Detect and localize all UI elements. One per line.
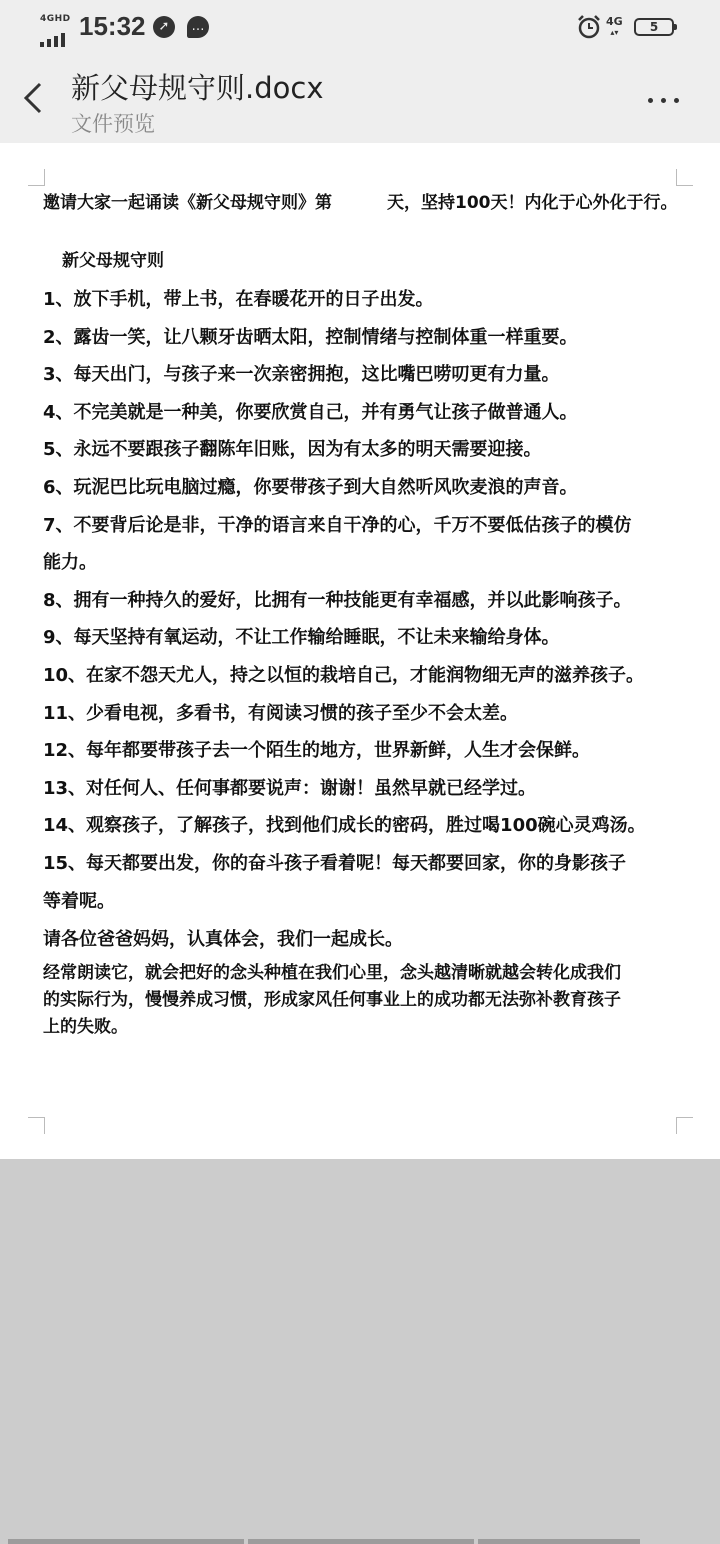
margin-mark — [676, 1117, 693, 1134]
nav-bar-segment — [248, 1539, 474, 1544]
rule-line: 14、观察孩子，了解孩子，找到他们成长的密码，胜过喝100碗心灵鸡汤。 — [43, 815, 646, 836]
rule-line: 3、每天出门，与孩子来一次亲密拥抱，这比嘴巴唠叨更有力量。 — [43, 364, 560, 385]
rule-line: 13、对任何人、任何事都要说声：谢谢！虽然早就已经学过。 — [43, 778, 537, 799]
rule-line: 1、放下手机，带上书，在春暖花开的日子出发。 — [43, 289, 434, 310]
nav-bar-segment — [478, 1539, 640, 1544]
intro-part-2: 天，坚持100天！内化于心外化于行。 — [387, 193, 678, 213]
margin-mark — [28, 169, 45, 186]
rule-line: 6、玩泥巴比玩电脑过瘾，你要带孩子到大自然听风吹麦浪的声音。 — [43, 477, 578, 498]
rule-line: 7、不要背后论是非，干净的语言来自干净的心，千万不要低估孩子的模仿 — [43, 515, 632, 536]
status-bar — [0, 0, 720, 56]
top-area — [0, 0, 720, 143]
rule-line: 8、拥有一种持久的爱好，比拥有一种技能更有幸福感，并以此影响孩子。 — [43, 590, 632, 611]
status-time: 15:32 — [79, 11, 146, 41]
rule-line: 9、每天坚持有氧运动，不让工作输给睡眠，不让未来输给身体。 — [43, 627, 560, 648]
signal-icon — [40, 14, 72, 40]
nav-bar-segment — [8, 1539, 244, 1544]
rule-line: 10、在家不怨天尤人，持之以恒的栽培自己，才能润物细无声的滋养孩子。 — [43, 665, 645, 686]
rule-line: 12、每年都要带孩子去一个陌生的地方，世界新鲜，人生才会保鲜。 — [43, 740, 591, 761]
rule-line: 4、不完美就是一种美，你要欣赏自己，并有勇气让孩子做普通人。 — [43, 402, 578, 423]
margin-mark — [28, 1117, 45, 1134]
document-page — [0, 143, 720, 1159]
rule-line: 等着呢。 — [43, 891, 115, 912]
intro-part-1: 邀请大家一起诵读《新父母规守则》第 — [43, 193, 332, 213]
closing-line: 的实际行为，慢慢养成习惯，形成家风任何事业上的成功都无法弥补教育孩子 — [43, 990, 621, 1010]
page-title: 新父母规守则.docx — [71, 71, 324, 105]
rule-line: 11、少看电视，多看书，有阅读习惯的孩子至少不会太差。 — [43, 703, 519, 724]
network-type: 4GHD — [40, 14, 71, 24]
rule-line: 能力。 — [43, 552, 97, 573]
margin-mark — [676, 169, 693, 186]
page-subtitle: 文件预览 — [71, 112, 155, 136]
compass-icon: ➚ — [153, 16, 175, 38]
mobile-data-icon: 4G ▴▾ — [606, 15, 623, 37]
closing-line: 经常朗读它，就会把好的念头种植在我们心里，念头越清晰就越会转化成我们 — [43, 963, 621, 983]
battery-icon: 5 — [634, 18, 674, 36]
more-menu-icon[interactable] — [648, 88, 688, 108]
document-heading: 新父母规守则 — [62, 251, 164, 271]
alarm-icon — [576, 14, 602, 40]
rule-line: 15、每天都要出发，你的奋斗孩子看着呢！每天都要回家，你的身影孩子 — [43, 853, 627, 874]
rule-line: 请各位爸爸妈妈，认真体会，我们一起成长。 — [43, 929, 403, 950]
back-arrow-icon[interactable] — [20, 80, 50, 116]
closing-line: 上的失败。 — [43, 1017, 128, 1037]
rule-line: 5、永远不要跟孩子翻陈年旧账，因为有太多的明天需要迎接。 — [43, 439, 542, 460]
message-icon: … — [187, 16, 209, 38]
rule-line: 2、露齿一笑，让八颗牙齿晒太阳，控制情绪与控制体重一样重要。 — [43, 327, 578, 348]
